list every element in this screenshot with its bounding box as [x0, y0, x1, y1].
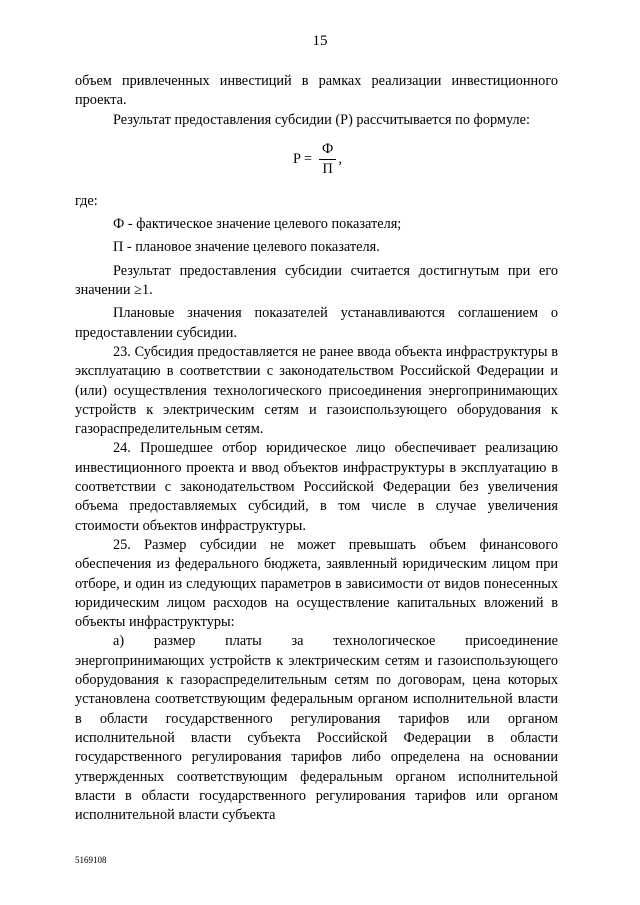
definition-plan: П - плановое значение целевого показателя. — [113, 239, 380, 256]
paragraph-continuation: объем привлеченных инвестиций в рамках реализации инвестиционного проекта. — [75, 73, 558, 109]
formula-lhs: Р — [293, 150, 301, 167]
paragraph-25: 25. Размер субсидии не может превышать объем финансового обеспечения из федерального бюджета, заявленный юридическим лицом при отборе, и один из следующих параметров в зависимости от видов понесенных юридическим лицом расходов на осуществление капитальных вложений в объекты инфраструктуры: — [75, 536, 558, 631]
formula-equals: = — [303, 150, 313, 167]
formula-trail: , — [338, 150, 342, 167]
where-label: где: — [75, 192, 98, 209]
paragraph-23: 23. Субсидия предоставляется не ранее ввода объекта инфраструктуры в эксплуатацию в соответствии с законодательством Российской Федерации и (или) осуществления технологического присоединения энергопринимающих устройств к электрическим сетям и газоиспользующего оборудования к газораспределительным сетям. — [75, 343, 558, 438]
paragraph-25-a: а) размер платы за технологическое присоединение энергопринимающих устройств к электрическим сетям и газоиспользующего оборудования к газораспределительным сетям по договорам, цена которых установлена соответствующим федеральным органом исполнительной власти в области государственного регулирования тарифов или органом исполнительной власти субъекта Российской Федерации в области государственного регулирования тарифов либо определена на основании утвержденных соответствующим федеральным органом исполнительной власти в области государственного регулирования тарифов или органом исполнительной власти субъекта — [75, 633, 558, 824]
paragraph-result-achieved: Результат предоставления субсидии считается достигнутым при его значении ≥1. — [75, 262, 558, 299]
formula-numerator: Ф — [319, 140, 336, 160]
page-number: 15 — [312, 33, 328, 49]
definition-fact: Ф - фактическое значение целевого показателя; — [113, 216, 402, 233]
paragraph-24: 24. Прошедшее отбор юридическое лицо обеспечивает реализацию инвестиционного проекта и ввод объектов инфраструктуры в эксплуатацию в соответствии с законодательством Российской Федерации без увеличения объема предоставляемых субсидий, в том числе в случае увеличения стоимости объектов инфраструктуры. — [75, 440, 558, 534]
paragraph-planned-values: Плановые значения показателей устанавливаются соглашением о предоставлении субсидии. — [75, 305, 558, 341]
document-code: 5169108 — [75, 855, 107, 865]
paragraph-formula-intro: Результат предоставления субсидии (Р) рассчитывается по формуле: — [113, 111, 530, 128]
document-body — [75, 72, 558, 825]
formula-fraction — [319, 140, 336, 179]
formula-denominator: П — [322, 160, 333, 177]
formula — [75, 134, 558, 186]
